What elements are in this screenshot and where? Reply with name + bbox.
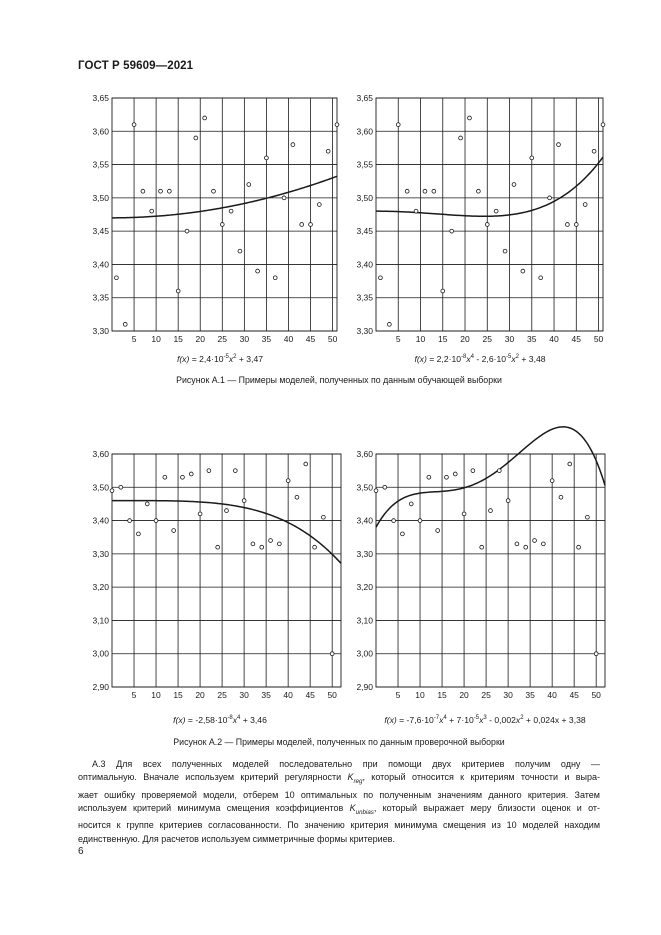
- data-point: [233, 469, 237, 473]
- data-point: [503, 249, 507, 253]
- data-point: [485, 223, 489, 227]
- y-tick-label: 3,20: [356, 582, 373, 593]
- data-point: [405, 189, 409, 193]
- data-point: [450, 229, 454, 233]
- formula-pow: 4: [470, 354, 475, 361]
- x-tick-label: 5: [131, 690, 137, 700]
- chart-fig-a2-left-svg: [78, 450, 348, 720]
- x-tick-label: 15: [437, 690, 447, 700]
- formula-var: x: [511, 354, 516, 364]
- y-tick-label: 3,00: [92, 648, 109, 659]
- data-point: [132, 123, 136, 127]
- data-point: [489, 509, 493, 513]
- data-point: [423, 189, 427, 193]
- data-point: [533, 539, 537, 543]
- data-point: [265, 156, 269, 160]
- data-point: [577, 545, 581, 549]
- data-point: [119, 485, 123, 489]
- x-tick-label: 25: [217, 690, 227, 700]
- y-tick-label: 3,00: [356, 648, 373, 659]
- x-tick-label: 15: [438, 334, 448, 344]
- y-tick-label: 3,35: [356, 292, 373, 303]
- y-tick-label: 3,40: [356, 515, 373, 526]
- x-tick-label: 5: [395, 334, 401, 344]
- y-tick-label: 3,30: [356, 326, 373, 336]
- x-tick-label: 35: [261, 334, 272, 344]
- x-tick-label: 35: [525, 690, 535, 700]
- y-tick-label: 3,60: [92, 126, 109, 137]
- data-point: [150, 209, 154, 213]
- x-tick-label: 50: [327, 690, 337, 700]
- y-tick-label: 3,55: [356, 159, 373, 170]
- data-point: [524, 545, 528, 549]
- data-point: [273, 276, 277, 280]
- data-point: [251, 542, 255, 546]
- data-point: [541, 542, 545, 546]
- body-paragraph: [78, 758, 600, 846]
- data-point: [512, 183, 516, 187]
- data-point: [123, 322, 127, 326]
- x-tick-label: 25: [482, 334, 493, 344]
- document-header: ГОСТ Р 59609—2021: [78, 60, 194, 72]
- y-tick-label: 3,30: [92, 326, 109, 336]
- x-tick-label: 30: [503, 690, 513, 700]
- data-point: [396, 123, 400, 127]
- data-point: [594, 652, 598, 656]
- data-point: [521, 269, 525, 273]
- x-tick-label: 45: [305, 690, 315, 700]
- data-point: [548, 196, 552, 200]
- data-point: [260, 545, 264, 549]
- plot-frame: [112, 454, 341, 687]
- caption-fig-a1: Рисунок А.1 — Примеры моделей, полученных по данным обучающей выборки: [176, 375, 502, 385]
- y-tick-label: 3,45: [92, 226, 109, 237]
- formula-pow: 4: [443, 715, 447, 722]
- x-tick-label: 10: [415, 334, 426, 344]
- data-point: [189, 472, 193, 476]
- data-point: [321, 515, 325, 519]
- x-tick-label: 40: [549, 334, 559, 344]
- caption-fig-a2: Рисунок А.2 — Примеры моделей, полученных по данным проверочной выборки: [173, 737, 505, 747]
- data-point: [530, 156, 534, 160]
- data-point: [414, 209, 418, 213]
- formula-term: - 0,002: [486, 715, 516, 725]
- criterion-symbol: K: [347, 772, 354, 783]
- x-tick-label: 50: [593, 334, 604, 344]
- formula-term: - 2,6·10: [474, 354, 507, 364]
- chart-fig-a1-right-svg: [342, 92, 612, 362]
- y-tick-label: 3,50: [356, 482, 373, 493]
- formula-lhs: f(x): [384, 715, 397, 725]
- data-point: [238, 249, 242, 253]
- data-point: [154, 519, 158, 523]
- formula-tail: + 3,48: [519, 354, 546, 364]
- data-point: [229, 209, 233, 213]
- x-tick-label: 40: [283, 334, 294, 344]
- y-tick-label: 3,40: [92, 259, 109, 270]
- data-point: [568, 462, 572, 466]
- y-tick-label: 3,65: [356, 93, 373, 103]
- x-tick-label: 5: [395, 690, 401, 700]
- data-point: [335, 123, 339, 127]
- data-point: [326, 149, 330, 153]
- data-point: [441, 289, 445, 293]
- y-tick-label: 3,30: [92, 548, 109, 559]
- plot-frame: [376, 98, 603, 331]
- criterion-symbol: K: [349, 803, 356, 814]
- paragraph-line: [78, 802, 600, 819]
- x-tick-label: 50: [591, 690, 601, 700]
- chart-fig-a2-right-svg: [342, 450, 612, 720]
- y-tick-label: 3,40: [356, 259, 373, 270]
- data-point: [167, 189, 171, 193]
- data-point: [304, 462, 308, 466]
- data-point: [256, 269, 260, 273]
- x-tick-label: 25: [217, 334, 228, 344]
- chart-fig-a1-left: [78, 92, 348, 362]
- formula-tail: + 3,46: [240, 715, 267, 725]
- formula-term: -2,58·10: [195, 715, 228, 725]
- data-point: [176, 289, 180, 293]
- formula-term: 2,2·10: [436, 354, 462, 364]
- data-point: [506, 499, 510, 503]
- x-tick-label: 25: [481, 690, 491, 700]
- data-point: [291, 143, 295, 147]
- data-point: [494, 209, 498, 213]
- data-point: [409, 502, 413, 506]
- x-tick-label: 50: [327, 334, 338, 344]
- data-point: [181, 475, 185, 479]
- data-point: [585, 515, 589, 519]
- data-point: [374, 489, 378, 493]
- x-tick-label: 20: [195, 334, 205, 344]
- x-tick-label: 20: [195, 690, 205, 700]
- data-point: [462, 512, 466, 516]
- x-tick-label: 20: [460, 334, 470, 344]
- x-tick-label: 10: [415, 690, 425, 700]
- data-point: [212, 189, 216, 193]
- x-tick-label: 10: [151, 334, 161, 344]
- data-point: [432, 189, 436, 193]
- y-tick-label: 3,10: [356, 615, 373, 626]
- data-point: [480, 545, 484, 549]
- data-point: [110, 489, 114, 493]
- paragraph-line: [78, 771, 600, 788]
- x-tick-label: 5: [131, 334, 137, 344]
- data-point: [141, 189, 145, 193]
- data-point: [436, 529, 440, 533]
- x-tick-label: 10: [151, 690, 161, 700]
- x-tick-label: 15: [173, 334, 183, 344]
- y-tick-label: 3,65: [92, 93, 109, 103]
- data-point: [185, 229, 189, 233]
- plot-frame: [112, 98, 337, 331]
- data-point: [468, 116, 472, 120]
- formula-pow: 2: [520, 715, 524, 722]
- data-point: [115, 276, 119, 280]
- y-tick-label: 3,10: [92, 615, 109, 626]
- formula-var: x: [515, 715, 521, 725]
- data-point: [137, 532, 141, 536]
- data-point: [392, 519, 396, 523]
- data-point: [128, 519, 132, 523]
- data-point: [550, 479, 554, 483]
- x-tick-label: 20: [459, 690, 469, 700]
- formula-pow: 4: [237, 715, 241, 722]
- data-point: [313, 545, 317, 549]
- data-point: [300, 223, 304, 227]
- data-point: [497, 469, 501, 473]
- data-point: [172, 529, 176, 533]
- data-point: [145, 502, 149, 506]
- formula-lhs: f(x): [176, 354, 190, 364]
- data-point: [471, 469, 475, 473]
- paragraph-text: используем критерий минимума смещения коэффициентов: [78, 803, 350, 814]
- data-point: [476, 189, 480, 193]
- paragraph-text: оптимальную. Вначале используем критерий регулярности: [78, 772, 348, 783]
- formula-exp: -7: [433, 715, 440, 722]
- data-point: [559, 495, 563, 499]
- x-tick-label: 35: [261, 690, 271, 700]
- data-point: [220, 223, 224, 227]
- y-tick-label: 3,60: [356, 126, 373, 137]
- data-point: [574, 223, 578, 227]
- y-tick-label: 2,90: [356, 682, 373, 692]
- data-point: [242, 499, 246, 503]
- formula-lhs: f(x): [414, 354, 427, 364]
- formula-exp: -8: [227, 715, 233, 722]
- data-point: [387, 322, 391, 326]
- y-tick-label: 3,55: [92, 159, 109, 170]
- data-point: [459, 136, 463, 140]
- data-point: [309, 223, 313, 227]
- data-point: [539, 276, 543, 280]
- y-tick-label: 3,20: [92, 582, 109, 593]
- formula-tail: + 3,47: [236, 354, 264, 364]
- criterion-subscript: unbias: [355, 808, 374, 816]
- y-tick-label: 3,35: [92, 292, 109, 303]
- y-tick-label: 3,50: [356, 192, 373, 203]
- formula-term: + 7·10: [446, 715, 474, 725]
- x-tick-label: 40: [283, 690, 293, 700]
- formula-exp: -5: [473, 715, 480, 722]
- data-point: [583, 203, 587, 207]
- x-tick-label: 35: [527, 334, 537, 344]
- y-tick-label: 3,50: [92, 192, 109, 203]
- chart-fig-a1-right: [342, 92, 612, 362]
- formula-pow: 3: [483, 715, 487, 722]
- data-point: [418, 519, 422, 523]
- y-tick-label: 2,90: [92, 682, 109, 692]
- formula-fig-a1-left: $f(x) = 2,4\cdot 10^{-5}x^2 + 3,47$: [176, 354, 264, 364]
- x-tick-label: 30: [239, 334, 250, 344]
- chart-fig-a1-left-svg: [78, 92, 348, 362]
- criterion-subscript: reg: [353, 778, 363, 786]
- data-point: [194, 136, 198, 140]
- x-tick-label: 15: [173, 690, 183, 700]
- data-point: [453, 472, 457, 476]
- formula-var: x: [466, 354, 471, 364]
- y-tick-label: 3,60: [356, 449, 373, 459]
- data-point: [592, 149, 596, 153]
- data-point: [282, 196, 286, 200]
- formula-fig-a1-right: $f(x) = 2,2\cdot 10^{-8}x^4 - 2,6\cdot 10^{-5}x^2 + 3,48$: [414, 354, 546, 364]
- formula-lhs: f(x): [173, 715, 186, 725]
- data-point: [515, 542, 519, 546]
- y-tick-label: 3,40: [92, 515, 109, 526]
- formula-exp: -8: [461, 354, 467, 361]
- formula-var: x: [228, 354, 234, 364]
- paragraph-line: жает ошибку проверяемой модели, отберем 10 оптимальных по полученным значениям данного критерия. Затем: [78, 789, 600, 800]
- formula-fig-a2-right: $f(x) = -7,6\cdot 10^{-7}x^4 + 7\cdot 10^{-5}x^3 - 0,002x^2 + 0,024x + 3,38$: [384, 715, 586, 725]
- y-tick-label: 3,50: [92, 482, 109, 493]
- paragraph-line: А.3 Для всех полученных моделей последовательно при помощи двух критериев получим одну —: [92, 759, 600, 769]
- y-tick-label: 3,30: [356, 548, 373, 559]
- formula-tail: + 0,024x + 3,38: [523, 715, 586, 725]
- x-tick-label: 30: [239, 690, 249, 700]
- data-point: [565, 223, 569, 227]
- data-point: [379, 276, 383, 280]
- data-point: [427, 475, 431, 479]
- paragraph-line: носится к группе критериев согласованности. По значению критерия минимума смещения из 10 моделей находим: [78, 820, 600, 831]
- data-point: [295, 495, 299, 499]
- formula-var: x: [479, 715, 484, 725]
- x-tick-label: 45: [571, 334, 582, 344]
- formula-pow: 2: [233, 354, 237, 361]
- data-point: [383, 485, 387, 489]
- x-tick-label: 45: [569, 690, 579, 700]
- formula-exp: -5: [506, 354, 512, 361]
- model-curve: [376, 157, 603, 216]
- data-point: [557, 143, 561, 147]
- paragraph-text: , который относится к критериям точности и выра-: [362, 772, 600, 783]
- y-tick-label: 3,60: [92, 449, 109, 459]
- y-tick-label: 3,45: [356, 226, 373, 237]
- paragraph-text: , который выражает меру близости оценок и от-: [373, 803, 601, 814]
- data-point: [159, 189, 163, 193]
- x-tick-label: 45: [305, 334, 316, 344]
- data-point: [225, 509, 229, 513]
- model-curve: [112, 176, 337, 218]
- formula-fig-a2-left: $f(x) = -2,58\cdot 10^{-8}x^4 + 3,46$: [173, 715, 267, 725]
- data-point: [203, 116, 207, 120]
- formula-pow: 2: [515, 354, 520, 361]
- formula-term: -7,6·10: [406, 715, 434, 725]
- chart-fig-a2-left: [78, 450, 348, 720]
- data-point: [445, 475, 449, 479]
- x-tick-label: 30: [504, 334, 515, 344]
- data-point: [317, 203, 321, 207]
- formula-var: x: [439, 715, 444, 725]
- formula-term: 2,4·10: [199, 354, 224, 364]
- data-point: [330, 652, 334, 656]
- data-point: [601, 123, 605, 127]
- data-point: [216, 545, 220, 549]
- paragraph-line: единственную. Для расчетов используем симметричные формы критериев.: [78, 833, 395, 844]
- data-point: [207, 469, 211, 473]
- plot-frame: [376, 454, 605, 687]
- data-point: [163, 475, 167, 479]
- data-point: [286, 479, 290, 483]
- data-point: [277, 542, 281, 546]
- x-tick-label: 40: [547, 690, 557, 700]
- formula-exp: -5: [223, 354, 229, 361]
- chart-fig-a2-right: [342, 450, 612, 720]
- page-number: 6: [78, 846, 84, 857]
- data-point: [198, 512, 202, 516]
- data-point: [269, 539, 273, 543]
- data-point: [401, 532, 405, 536]
- data-point: [247, 183, 251, 187]
- formula-var: x: [232, 715, 237, 725]
